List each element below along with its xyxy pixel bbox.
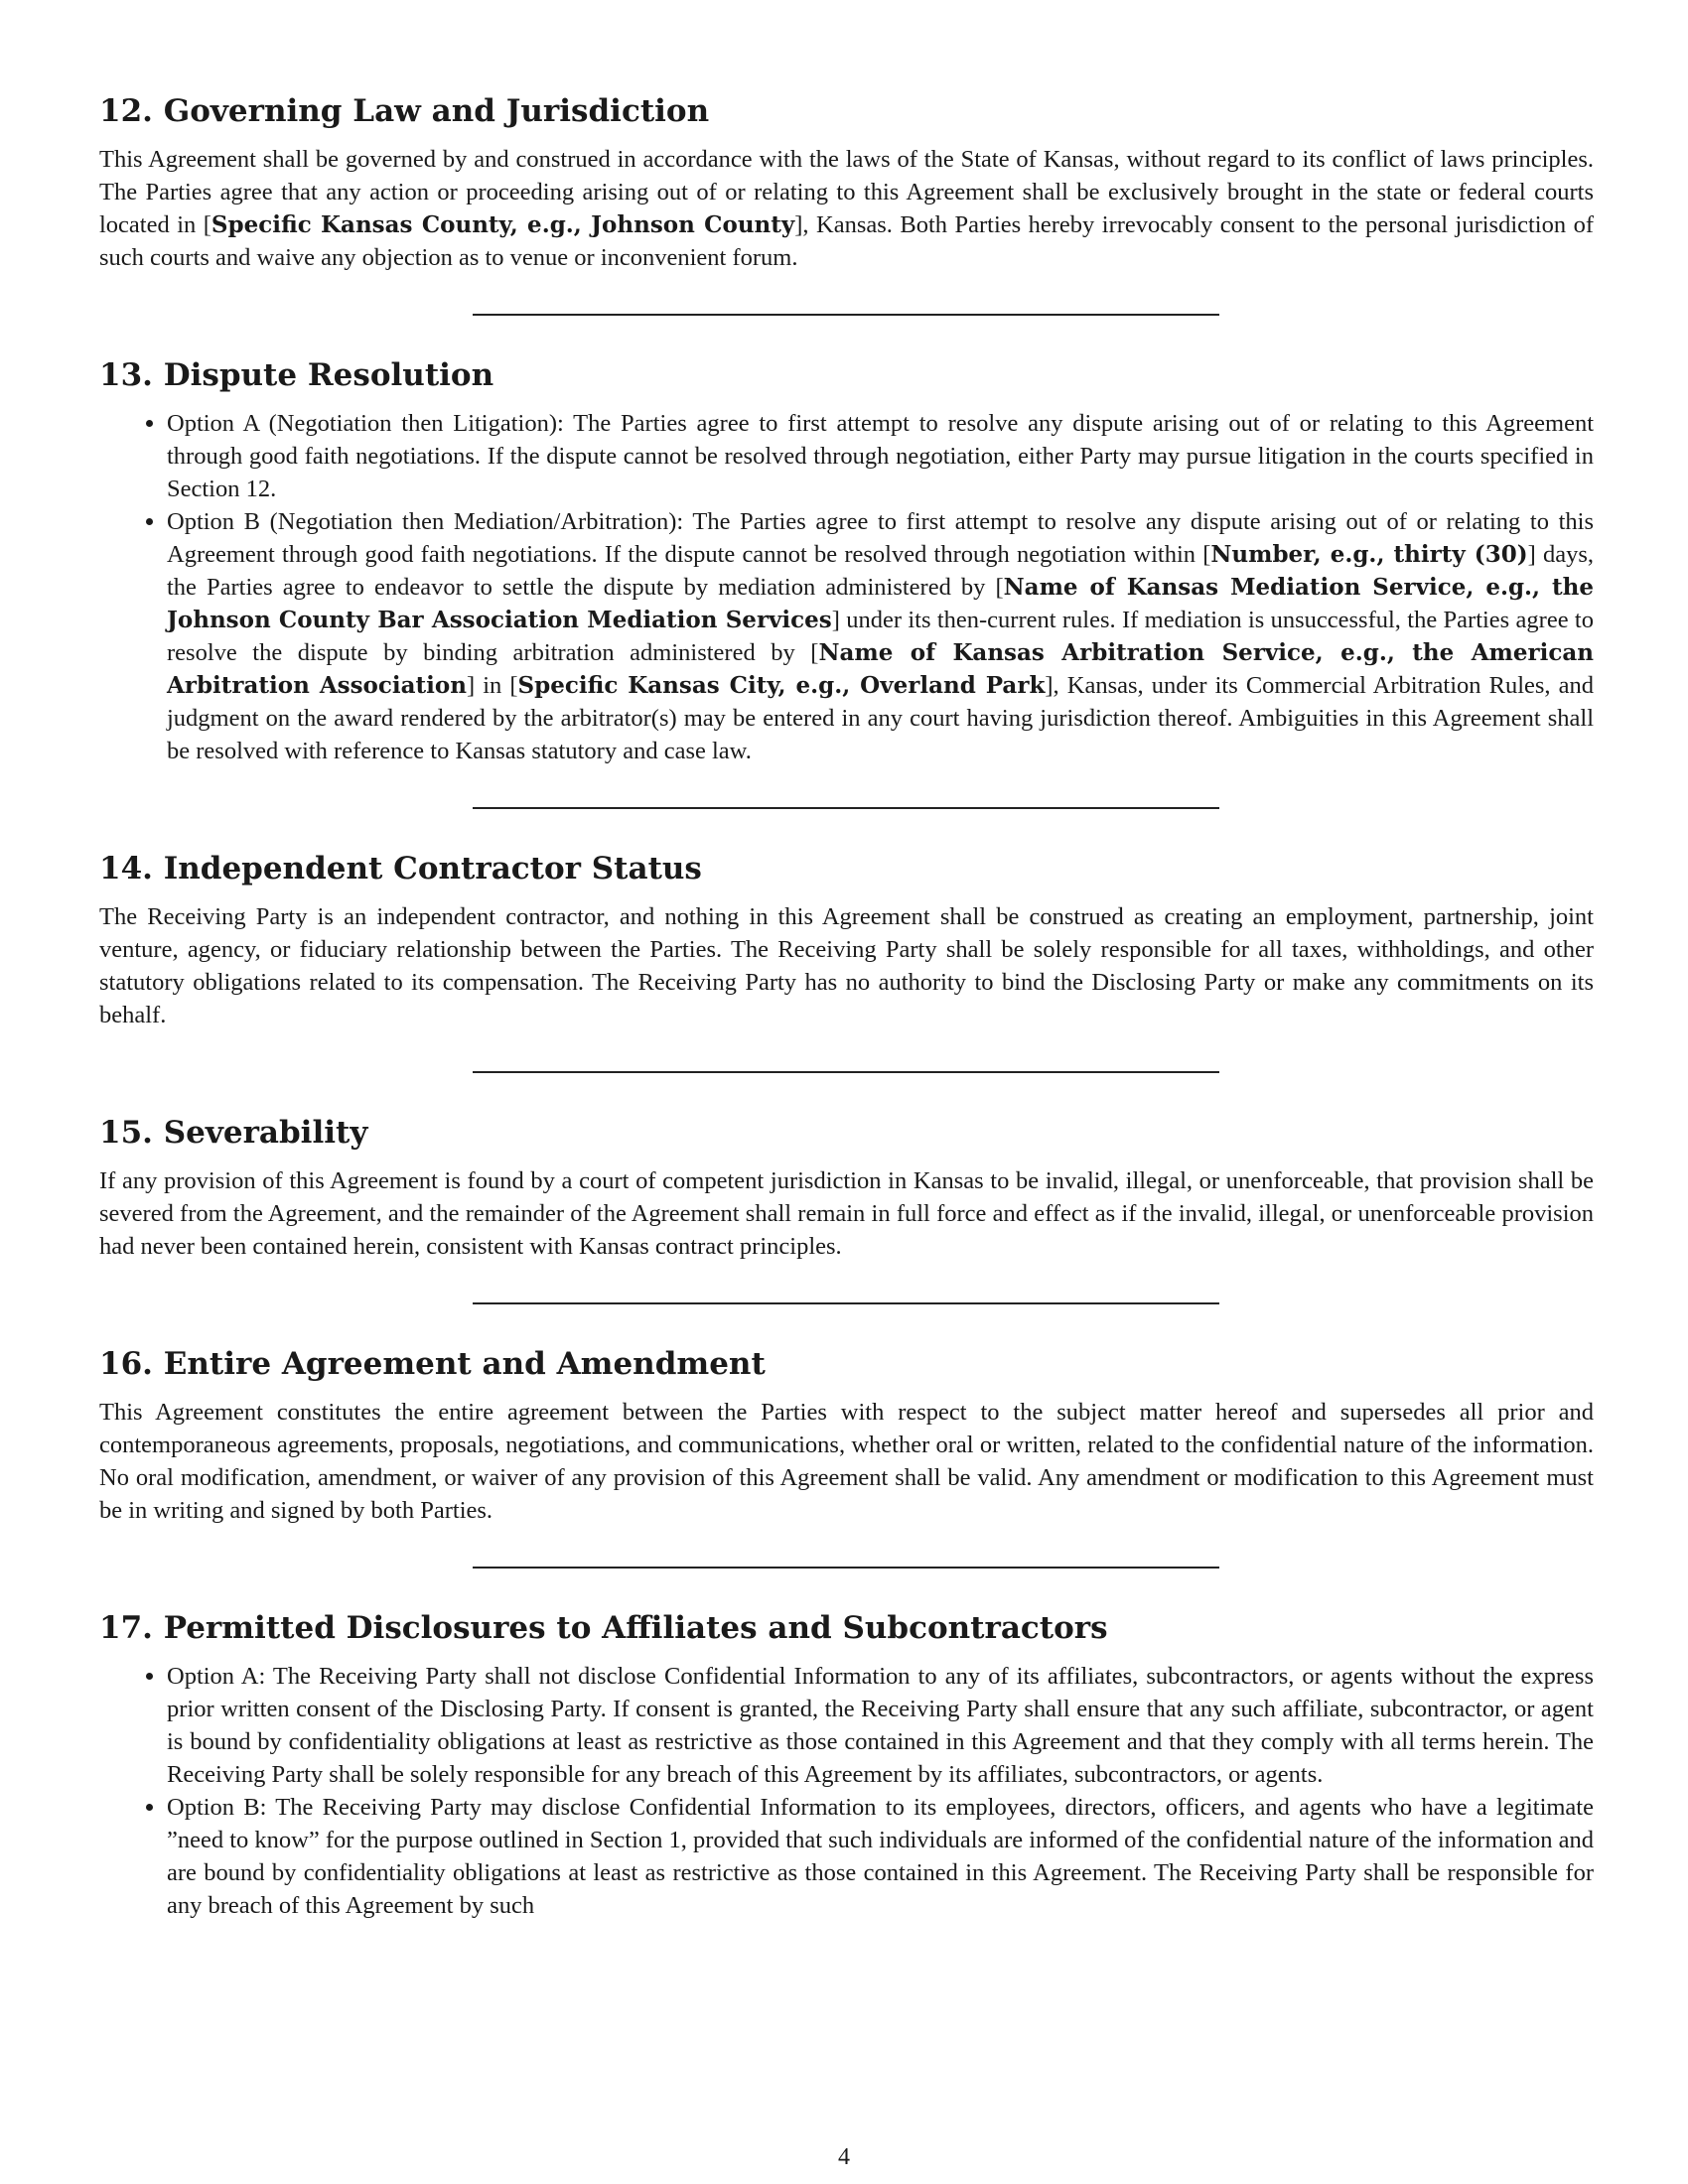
- text-run: ] in [: [466, 672, 518, 699]
- option-a: • Option A: The Receiving Party shall not disclose Confidential Information to any of its affiliates, subcontractors, or agents without the express prior written consent of the Disclosing Party. If consent is granted, the Receiving Party shall ensure that any such affiliate, subcontractor, or agent is bound by confidentiality obligations at least as restrictive as those contained in this Agreement and that they comply with all terms herein. The Receiving Party shall be solely responsible for any breach of this Agreement by its affiliates, subcontractors, or agents.: [167, 1660, 1594, 1791]
- section-13-heading: 13. Dispute Resolution: [99, 357, 494, 393]
- section-16-body: This Agreement constitutes the entire agreement between the Parties with respect to the subject matter hereof and supersedes all prior and contemporaneous agreements, proposals, negotiations, and communications, whether oral or written, related to the confidential nature of the information. No oral modification, amendment, or waiver of any provision of this Agreement shall be valid. Any amendment or modification to this Agreement must be in writing and signed by both Parties.: [99, 1399, 1594, 1524]
- section-divider: [473, 1567, 1219, 1569]
- section-divider: [473, 1071, 1219, 1073]
- text-run: ] under its then-current rules. If mediation is unsuccessful, the Parties agree to resolve the dispute by binding arbitration administered by [: [167, 607, 1594, 666]
- option-b: • Option B: The Receiving Party may disclose Confidential Information to its employees, directors, officers, and agents who have a legitimate ”need to know” for the purpose outlined in Section 1, provided that such individuals are informed of the confidential nature of the information and are bound by confidentiality obligations at least as restrictive as those contained in this Agreement. The Receiving Party shall be responsible for any breach of this Agreement by such: [167, 1791, 1594, 1922]
- document-page: [99, 91, 1594, 1922]
- section-divider: [473, 807, 1219, 809]
- section-15-heading: 15. Severability: [99, 1115, 368, 1151]
- placeholder-county: Specific Kansas County, e.g., Johnson County: [211, 211, 795, 238]
- placeholder-days: Number, e.g., thirty (30): [1210, 541, 1528, 568]
- section-14-heading: 14. Independent Contractor Status: [99, 851, 702, 887]
- placeholder-city: Specific Kansas City, e.g., Overland Park: [517, 672, 1046, 699]
- section-16-heading: 16. Entire Agreement and Amendment: [99, 1346, 766, 1382]
- text-run: This Agreement shall be governed by and construed in accordance with the laws of the State of Kansas, without regard to its conflict of laws principles. The Parties agree that any action or proceeding arising out of or relating to this Agreement shall be exclusively brought in the state or federal courts located in [: [99, 146, 1594, 238]
- section-12-body: [99, 143, 1594, 274]
- text-run: ], Kansas. Both Parties hereby irrevocably consent to the personal jurisdiction of such courts and waive any objection as to venue or inconvenient forum.: [99, 211, 1594, 271]
- option-b: [167, 505, 1594, 767]
- section-divider: [473, 1302, 1219, 1304]
- section-divider: [473, 314, 1219, 316]
- section-12-heading: 12. Governing Law and Jurisdiction: [99, 93, 710, 129]
- section-13-options: [99, 407, 1594, 767]
- section-15-body: If any provision of this Agreement is found by a court of competent jurisdiction in Kansas to be invalid, illegal, or unenforceable, that provision shall be severed from the Agreement, and the remainder of the Agreement shall remain in full force and effect as if the invalid, illegal, or unenforceable provision had never been contained herein, consistent with Kansas contract principles.: [99, 1167, 1594, 1260]
- section-17-heading: 17. Permitted Disclosures to Affiliates and Subcontractors: [99, 1610, 1108, 1646]
- placeholder-arbitration-service: Name of Kansas Arbitration Service, e.g., the American Arbitration Association: [167, 639, 1594, 699]
- option-a: • Option A (Negotiation then Litigation): The Parties agree to first attempt to resolve any dispute arising out of or relating to this Agreement through good faith negotiations. If the dispute cannot be resolved through negotiation, either Party may pursue litigation in the courts specified in Section 12.: [167, 407, 1594, 505]
- text-run: Option B (Negotiation then Mediation/Arbitration): The Parties agree to first attempt to resolve any dispute arising out of or relating to this Agreement through good faith negotiations. If the dispute cannot be resolved through negotiation within [: [167, 508, 1594, 568]
- section-14-body: The Receiving Party is an independent contractor, and nothing in this Agreement shall be construed as creating an employment, partnership, joint venture, agency, or fiduciary relationship between the Parties. The Receiving Party shall be solely responsible for all taxes, withholdings, and other statutory obligations related to its compensation. The Receiving Party has no authority to bind the Disclosing Party or make any commitments on its behalf.: [99, 903, 1594, 1028]
- text-run: ], Kansas, under its Commercial Arbitration Rules, and judgment on the award rendered by the arbitrator(s) may be entered in any court having jurisdiction thereof. Ambiguities in this Agreement shall be resolved with reference to Kansas statutory and case law.: [167, 672, 1594, 764]
- page-number: 4: [838, 2144, 850, 2170]
- section-17-options: [99, 1660, 1594, 1922]
- text-run: ] days, the Parties agree to endeavor to settle the dispute by mediation administered by [: [167, 541, 1594, 601]
- placeholder-mediation-service: Name of Kansas Mediation Service, e.g., the Johnson County Bar Association Mediation Services: [167, 574, 1595, 633]
